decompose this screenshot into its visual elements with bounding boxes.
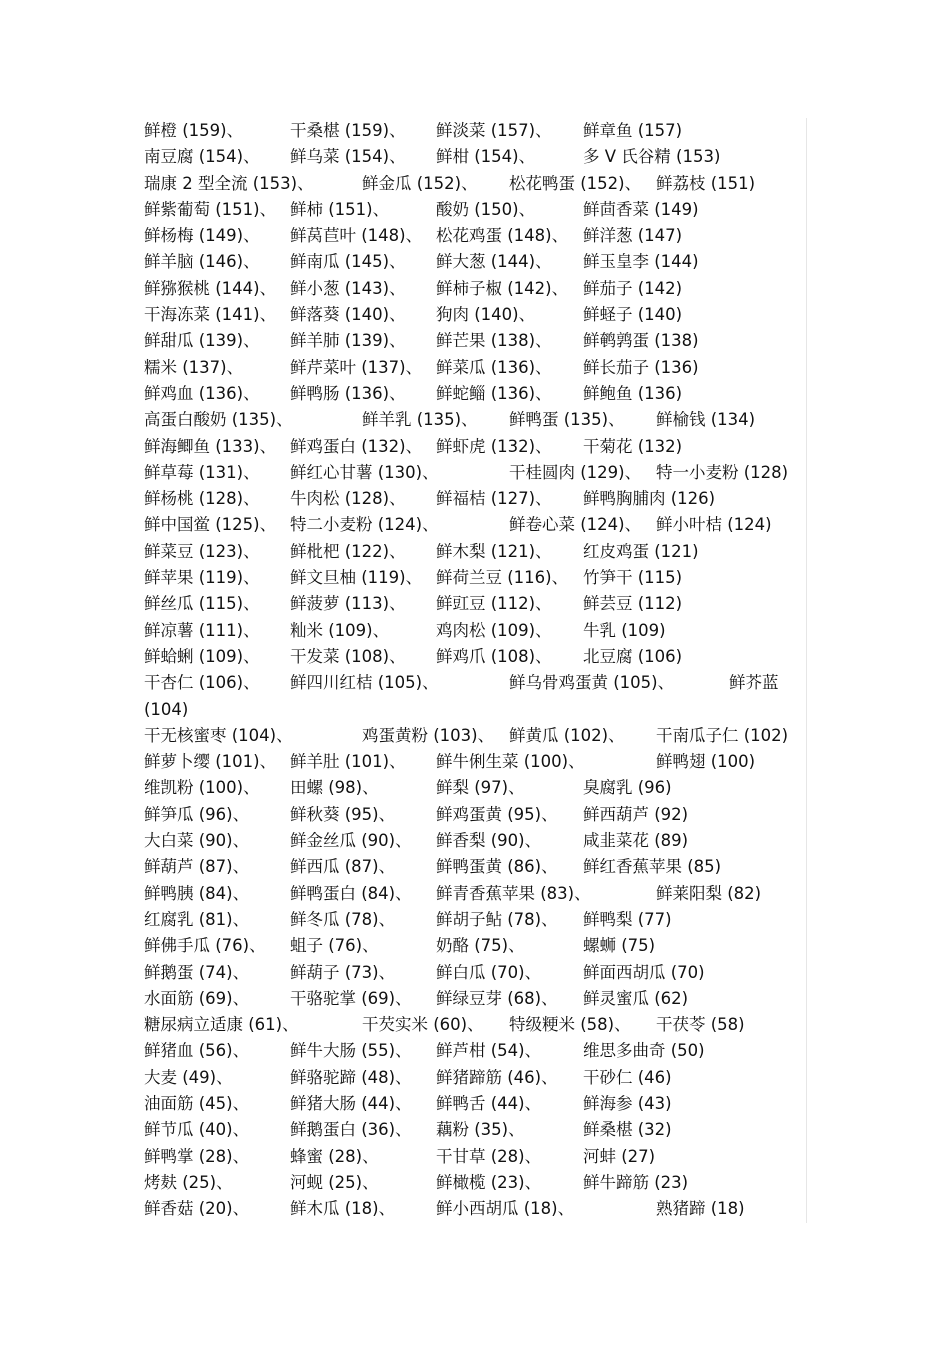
list-item: 水面筋 (69)、 — [144, 988, 250, 1008]
list-item: 鲜猪血 (56)、 — [144, 1041, 250, 1061]
list-row — [144, 986, 806, 1012]
list-item: 红腐乳 (81)、 — [144, 909, 250, 929]
list-item: 鲜四川红桔 (105)、 — [290, 673, 439, 693]
list-item: 干无核蜜枣 (104)、 — [144, 725, 293, 745]
list-item: 干骆驼掌 (69)、 — [290, 988, 412, 1008]
list-item-continuation: (104) — [144, 699, 189, 719]
list-row — [144, 434, 806, 460]
list-item: 鲜海参 (43) — [583, 1093, 672, 1113]
list-item: 蜂蜜 (28)、 — [290, 1146, 379, 1166]
list-item: 鲜小西胡瓜 (18)、 — [436, 1199, 575, 1219]
list-item: 鲜节瓜 (40)、 — [144, 1120, 250, 1140]
list-item: 熟猪蹄 (18) — [656, 1199, 745, 1219]
list-item: 糖尿病立适康 (61)、 — [144, 1015, 299, 1035]
list-item: 鲜乌菜 (154)、 — [290, 147, 406, 167]
list-item: 干杏仁 (106)、 — [144, 673, 260, 693]
list-item: 鲜黄瓜 (102)、 — [509, 725, 625, 745]
list-row — [144, 249, 806, 275]
list-row — [144, 802, 806, 828]
list-item: 鲜猪蹄筋 (46)、 — [436, 1067, 558, 1087]
list-item: 鲜洋葱 (147) — [583, 226, 683, 246]
list-item: 酸奶 (150)、 — [436, 199, 536, 219]
list-row — [144, 328, 806, 354]
list-row — [144, 1196, 806, 1222]
list-row — [144, 302, 806, 328]
list-item: 鲜鸭蛋黄 (86)、 — [436, 857, 558, 877]
list-item: 鲜芥蓝 — [729, 673, 779, 693]
list-item: 北豆腐 (106) — [583, 646, 683, 666]
list-item: 高蛋白酸奶 (135)、 — [144, 410, 293, 430]
list-item: 鲜萝卜缨 (101)、 — [144, 752, 277, 772]
list-row — [144, 197, 806, 223]
list-item: 鲜牛大肠 (55)、 — [290, 1041, 412, 1061]
list-item: 鲜金瓜 (152)、 — [362, 173, 478, 193]
list-item: 鲜青香蕉苹果 (83)、 — [436, 883, 591, 903]
list-item: 鲜长茄子 (136) — [583, 357, 699, 377]
list-item: 籼米 (109)、 — [290, 620, 390, 640]
list-item: 鲜小叶桔 (124) — [656, 515, 772, 535]
list-item: 鲜甜瓜 (139)、 — [144, 331, 260, 351]
list-item: 鲜杨梅 (149)、 — [144, 226, 260, 246]
list-item: 鲜西葫芦 (92) — [583, 804, 689, 824]
list-item: 鲜鹅蛋 (74)、 — [144, 962, 250, 982]
list-row — [144, 775, 806, 801]
list-item: 烤麸 (25)、 — [144, 1172, 233, 1192]
list-item: 鲜榆钱 (134) — [656, 410, 756, 430]
list-item: 田螺 (98)、 — [290, 778, 379, 798]
list-item: 干桑椹 (159)、 — [290, 121, 406, 140]
list-item: 鲜羊肚 (101)、 — [290, 752, 406, 772]
list-item: 牛肉松 (128)、 — [290, 489, 406, 509]
list-row — [144, 1144, 806, 1170]
list-item: 特级粳米 (58)、 — [509, 1015, 631, 1035]
list-row — [144, 381, 806, 407]
list-item: 鲜鸭翅 (100) — [656, 752, 756, 772]
list-item: 鸡蛋黄粉 (103)、 — [362, 725, 495, 745]
list-item: 干甘草 (28)、 — [436, 1146, 542, 1166]
list-item: 瑞康 2 型全流 (153)、 — [144, 173, 314, 193]
list-row — [144, 1012, 806, 1038]
list-item: 鲜绿豆芽 (68)、 — [436, 988, 558, 1008]
list-row — [144, 723, 806, 749]
list-row — [144, 907, 806, 933]
list-item: 鲜文旦柚 (119)、 — [290, 568, 423, 588]
list-item: 干茯苓 (58) — [656, 1015, 745, 1035]
list-row — [144, 644, 806, 670]
list-item: 鲜芸豆 (112) — [583, 594, 683, 614]
list-item: 鲜苹果 (119)、 — [144, 568, 260, 588]
list-item: 鲜面西胡瓜 (70) — [583, 962, 705, 982]
list-item: 大白菜 (90)、 — [144, 831, 250, 851]
list-row — [144, 1038, 806, 1064]
list-item: 咸韭菜花 (89) — [583, 831, 689, 851]
list-item: 鲜鹅蛋白 (36)、 — [290, 1120, 412, 1140]
list-item: 鲜紫葡萄 (151)、 — [144, 199, 277, 219]
list-item: 鲜木梨 (121)、 — [436, 541, 552, 561]
list-item: 鲜大葱 (144)、 — [436, 252, 552, 272]
list-row — [144, 144, 806, 170]
list-item: 竹笋干 (115) — [583, 568, 683, 588]
list-item: 鲜蛤蜊 (109)、 — [144, 646, 260, 666]
list-item: 鲜菜瓜 (136)、 — [436, 357, 552, 377]
list-item: 鲜菠萝 (113)、 — [290, 594, 406, 614]
list-item: 鲜金丝瓜 (90)、 — [290, 831, 412, 851]
list-row — [144, 355, 806, 381]
list-item: 藕粉 (35)、 — [436, 1120, 525, 1140]
list-item: 鲜菜豆 (123)、 — [144, 541, 260, 561]
list-item: 松花鸡蛋 (148)、 — [436, 226, 569, 246]
list-item: 鲜草莓 (131)、 — [144, 462, 260, 482]
list-item: 鲜鸡血 (136)、 — [144, 383, 260, 403]
list-item: 鲜丝瓜 (115)、 — [144, 594, 260, 614]
list-item: 鲜芹菜叶 (137)、 — [290, 357, 423, 377]
list-row — [144, 1117, 806, 1143]
list-item: 干砂仁 (46) — [583, 1067, 672, 1087]
list-item: 河蚌 (27) — [583, 1146, 656, 1166]
list-item: 特一小麦粉 (128) — [656, 462, 789, 482]
list-item: 鲜荷兰豆 (116)、 — [436, 568, 569, 588]
list-item: 多 V 氏谷精 (153) — [583, 147, 721, 167]
list-item: 鲜猕猴桃 (144)、 — [144, 278, 277, 298]
list-item: 鲜豇豆 (112)、 — [436, 594, 552, 614]
list-item: 鲜葫芦 (87)、 — [144, 857, 250, 877]
list-item: 鲜秋葵 (95)、 — [290, 804, 396, 824]
list-item: 河蚬 (25)、 — [290, 1172, 379, 1192]
list-item: 鲜玉皇李 (144) — [583, 252, 699, 272]
list-item: 干南瓜子仁 (102) — [656, 725, 789, 745]
list-item: 鲜葫子 (73)、 — [290, 962, 396, 982]
list-item: 维凯粉 (100)、 — [144, 778, 260, 798]
list-item: 鲜莱阳梨 (82) — [656, 883, 762, 903]
list-item: 干菊花 (132) — [583, 436, 683, 456]
list-item: 鲜鸡爪 (108)、 — [436, 646, 552, 666]
list-item: 鲜芦柑 (54)、 — [436, 1041, 542, 1061]
list-row — [144, 1091, 806, 1117]
list-item: 鲜骆驼蹄 (48)、 — [290, 1067, 412, 1087]
list-item: 螺蛳 (75) — [583, 936, 656, 956]
list-row — [144, 276, 806, 302]
list-item: 鲜冬瓜 (78)、 — [290, 909, 396, 929]
list-item: 鲜小葱 (143)、 — [290, 278, 406, 298]
list-row — [144, 512, 806, 538]
list-item: 鸡肉松 (109)、 — [436, 620, 552, 640]
list-item: 鲜落葵 (140)、 — [290, 305, 406, 325]
list-item: 鲜凉薯 (111)、 — [144, 620, 260, 640]
list-row — [144, 118, 806, 144]
list-item: 鲜鸭胰 (84)、 — [144, 883, 250, 903]
list-row — [144, 933, 806, 959]
list-item: 鲜笋瓜 (96)、 — [144, 804, 250, 824]
list-item: 红皮鸡蛋 (121) — [583, 541, 699, 561]
list-item: 鲜鲍鱼 (136) — [583, 383, 683, 403]
list-item: 鲜猪大肠 (44)、 — [290, 1093, 412, 1113]
list-row — [144, 670, 806, 723]
list-item: 干发菜 (108)、 — [290, 646, 406, 666]
list-item: 鲜香菇 (20)、 — [144, 1199, 250, 1219]
page-right-border — [806, 118, 807, 1223]
list-item: 鲜蛏子 (140) — [583, 305, 683, 325]
list-row — [144, 539, 806, 565]
list-item: 鲜卷心菜 (124)、 — [509, 515, 642, 535]
list-item: 鲜木瓜 (18)、 — [290, 1199, 396, 1219]
list-item: 鲜鸭肠 (136)、 — [290, 383, 406, 403]
list-item: 鲜莴苣叶 (148)、 — [290, 226, 423, 246]
list-item: 干桂圆肉 (129)、 — [509, 462, 642, 482]
list-item: 鲜荔枝 (151) — [656, 173, 756, 193]
list-item: 鲜牛蹄筋 (23) — [583, 1172, 689, 1192]
list-row — [144, 223, 806, 249]
list-item: 维思多曲奇 (50) — [583, 1041, 705, 1061]
list-item: 鲜鸭蛋 (135)、 — [509, 410, 625, 430]
list-item: 鲜红心甘薯 (130)、 — [290, 462, 439, 482]
list-item: 鲜梨 (97)、 — [436, 778, 525, 798]
list-item: 鲜西瓜 (87)、 — [290, 857, 396, 877]
list-item: 鲜羊乳 (135)、 — [362, 410, 478, 430]
list-item: 鲜桑椹 (32) — [583, 1120, 672, 1140]
list-item: 鲜橙 (159)、 — [144, 121, 244, 140]
list-row — [144, 565, 806, 591]
list-row — [144, 171, 806, 197]
list-item: 鲜芒果 (138)、 — [436, 331, 552, 351]
list-item: 鲜灵蜜瓜 (62) — [583, 988, 689, 1008]
list-item: 鲜鸡蛋黄 (95)、 — [436, 804, 558, 824]
list-item: 鲜柿 (151)、 — [290, 199, 390, 219]
list-item: 油面筋 (45)、 — [144, 1093, 250, 1113]
list-item: 鲜鸭梨 (77) — [583, 909, 672, 929]
list-item: 糯米 (137)、 — [144, 357, 244, 377]
list-item: 松花鸭蛋 (152)、 — [509, 173, 642, 193]
list-row — [144, 960, 806, 986]
list-item: 鲜鸭掌 (28)、 — [144, 1146, 250, 1166]
list-row — [144, 591, 806, 617]
list-row — [144, 1065, 806, 1091]
list-item: 鲜淡菜 (157)、 — [436, 121, 552, 140]
list-item: 臭腐乳 (96) — [583, 778, 672, 798]
list-item: 干芡实米 (60)、 — [362, 1015, 484, 1035]
list-item: 鲜红香蕉苹果 (85) — [583, 857, 722, 877]
list-row — [144, 460, 806, 486]
list-item: 鲜胡子鲇 (78)、 — [436, 909, 558, 929]
list-item: 鲜香梨 (90)、 — [436, 831, 542, 851]
list-item: 鲜牛俐生菜 (100)、 — [436, 752, 585, 772]
list-item: 干海冻菜 (141)、 — [144, 305, 277, 325]
list-item: 鲜鸭舌 (44)、 — [436, 1093, 542, 1113]
food-list-text — [144, 118, 806, 1222]
list-item: 鲜南瓜 (145)、 — [290, 252, 406, 272]
list-row — [144, 618, 806, 644]
list-item: 鲜佛手瓜 (76)、 — [144, 936, 266, 956]
list-item: 鲜中国鲎 (125)、 — [144, 515, 277, 535]
list-item: 鲜杨桃 (128)、 — [144, 489, 260, 509]
list-item: 鲜鸭蛋白 (84)、 — [290, 883, 412, 903]
list-item: 鲜虾虎 (132)、 — [436, 436, 552, 456]
list-item: 鲜橄榄 (23)、 — [436, 1172, 542, 1192]
list-item: 特二小麦粉 (124)、 — [290, 515, 439, 535]
list-item: 鲜海鲫鱼 (133)、 — [144, 436, 277, 456]
list-row — [144, 881, 806, 907]
list-item: 鲜鸡蛋白 (132)、 — [290, 436, 423, 456]
list-item: 鲜鹌鹑蛋 (138) — [583, 331, 699, 351]
list-item: 大麦 (49)、 — [144, 1067, 233, 1087]
list-item: 鲜羊肺 (139)、 — [290, 331, 406, 351]
list-item: 蛆子 (76)、 — [290, 936, 379, 956]
list-item: 鲜福桔 (127)、 — [436, 489, 552, 509]
list-item: 鲜章鱼 (157) — [583, 121, 683, 140]
list-item: 鲜柑 (154)、 — [436, 147, 536, 167]
list-item: 鲜白瓜 (70)、 — [436, 962, 542, 982]
list-item: 鲜鸭胸脯肉 (126) — [583, 489, 716, 509]
list-item: 牛乳 (109) — [583, 620, 666, 640]
list-item: 鲜枇杷 (122)、 — [290, 541, 406, 561]
list-row — [144, 1170, 806, 1196]
list-row — [144, 828, 806, 854]
list-item: 南豆腐 (154)、 — [144, 147, 260, 167]
list-row — [144, 749, 806, 775]
list-item: 奶酪 (75)、 — [436, 936, 525, 956]
list-item: 鲜蛇鲻 (136)、 — [436, 383, 552, 403]
list-row — [144, 407, 806, 433]
list-item: 鲜乌骨鸡蛋黄 (105)、 — [509, 673, 675, 693]
list-item: 鲜茄子 (142) — [583, 278, 683, 298]
list-item: 鲜羊脑 (146)、 — [144, 252, 260, 272]
list-row — [144, 854, 806, 880]
list-row — [144, 486, 806, 512]
list-item: 鲜茴香菜 (149) — [583, 199, 699, 219]
list-item: 狗肉 (140)、 — [436, 305, 536, 325]
list-item: 鲜柿子椒 (142)、 — [436, 278, 569, 298]
